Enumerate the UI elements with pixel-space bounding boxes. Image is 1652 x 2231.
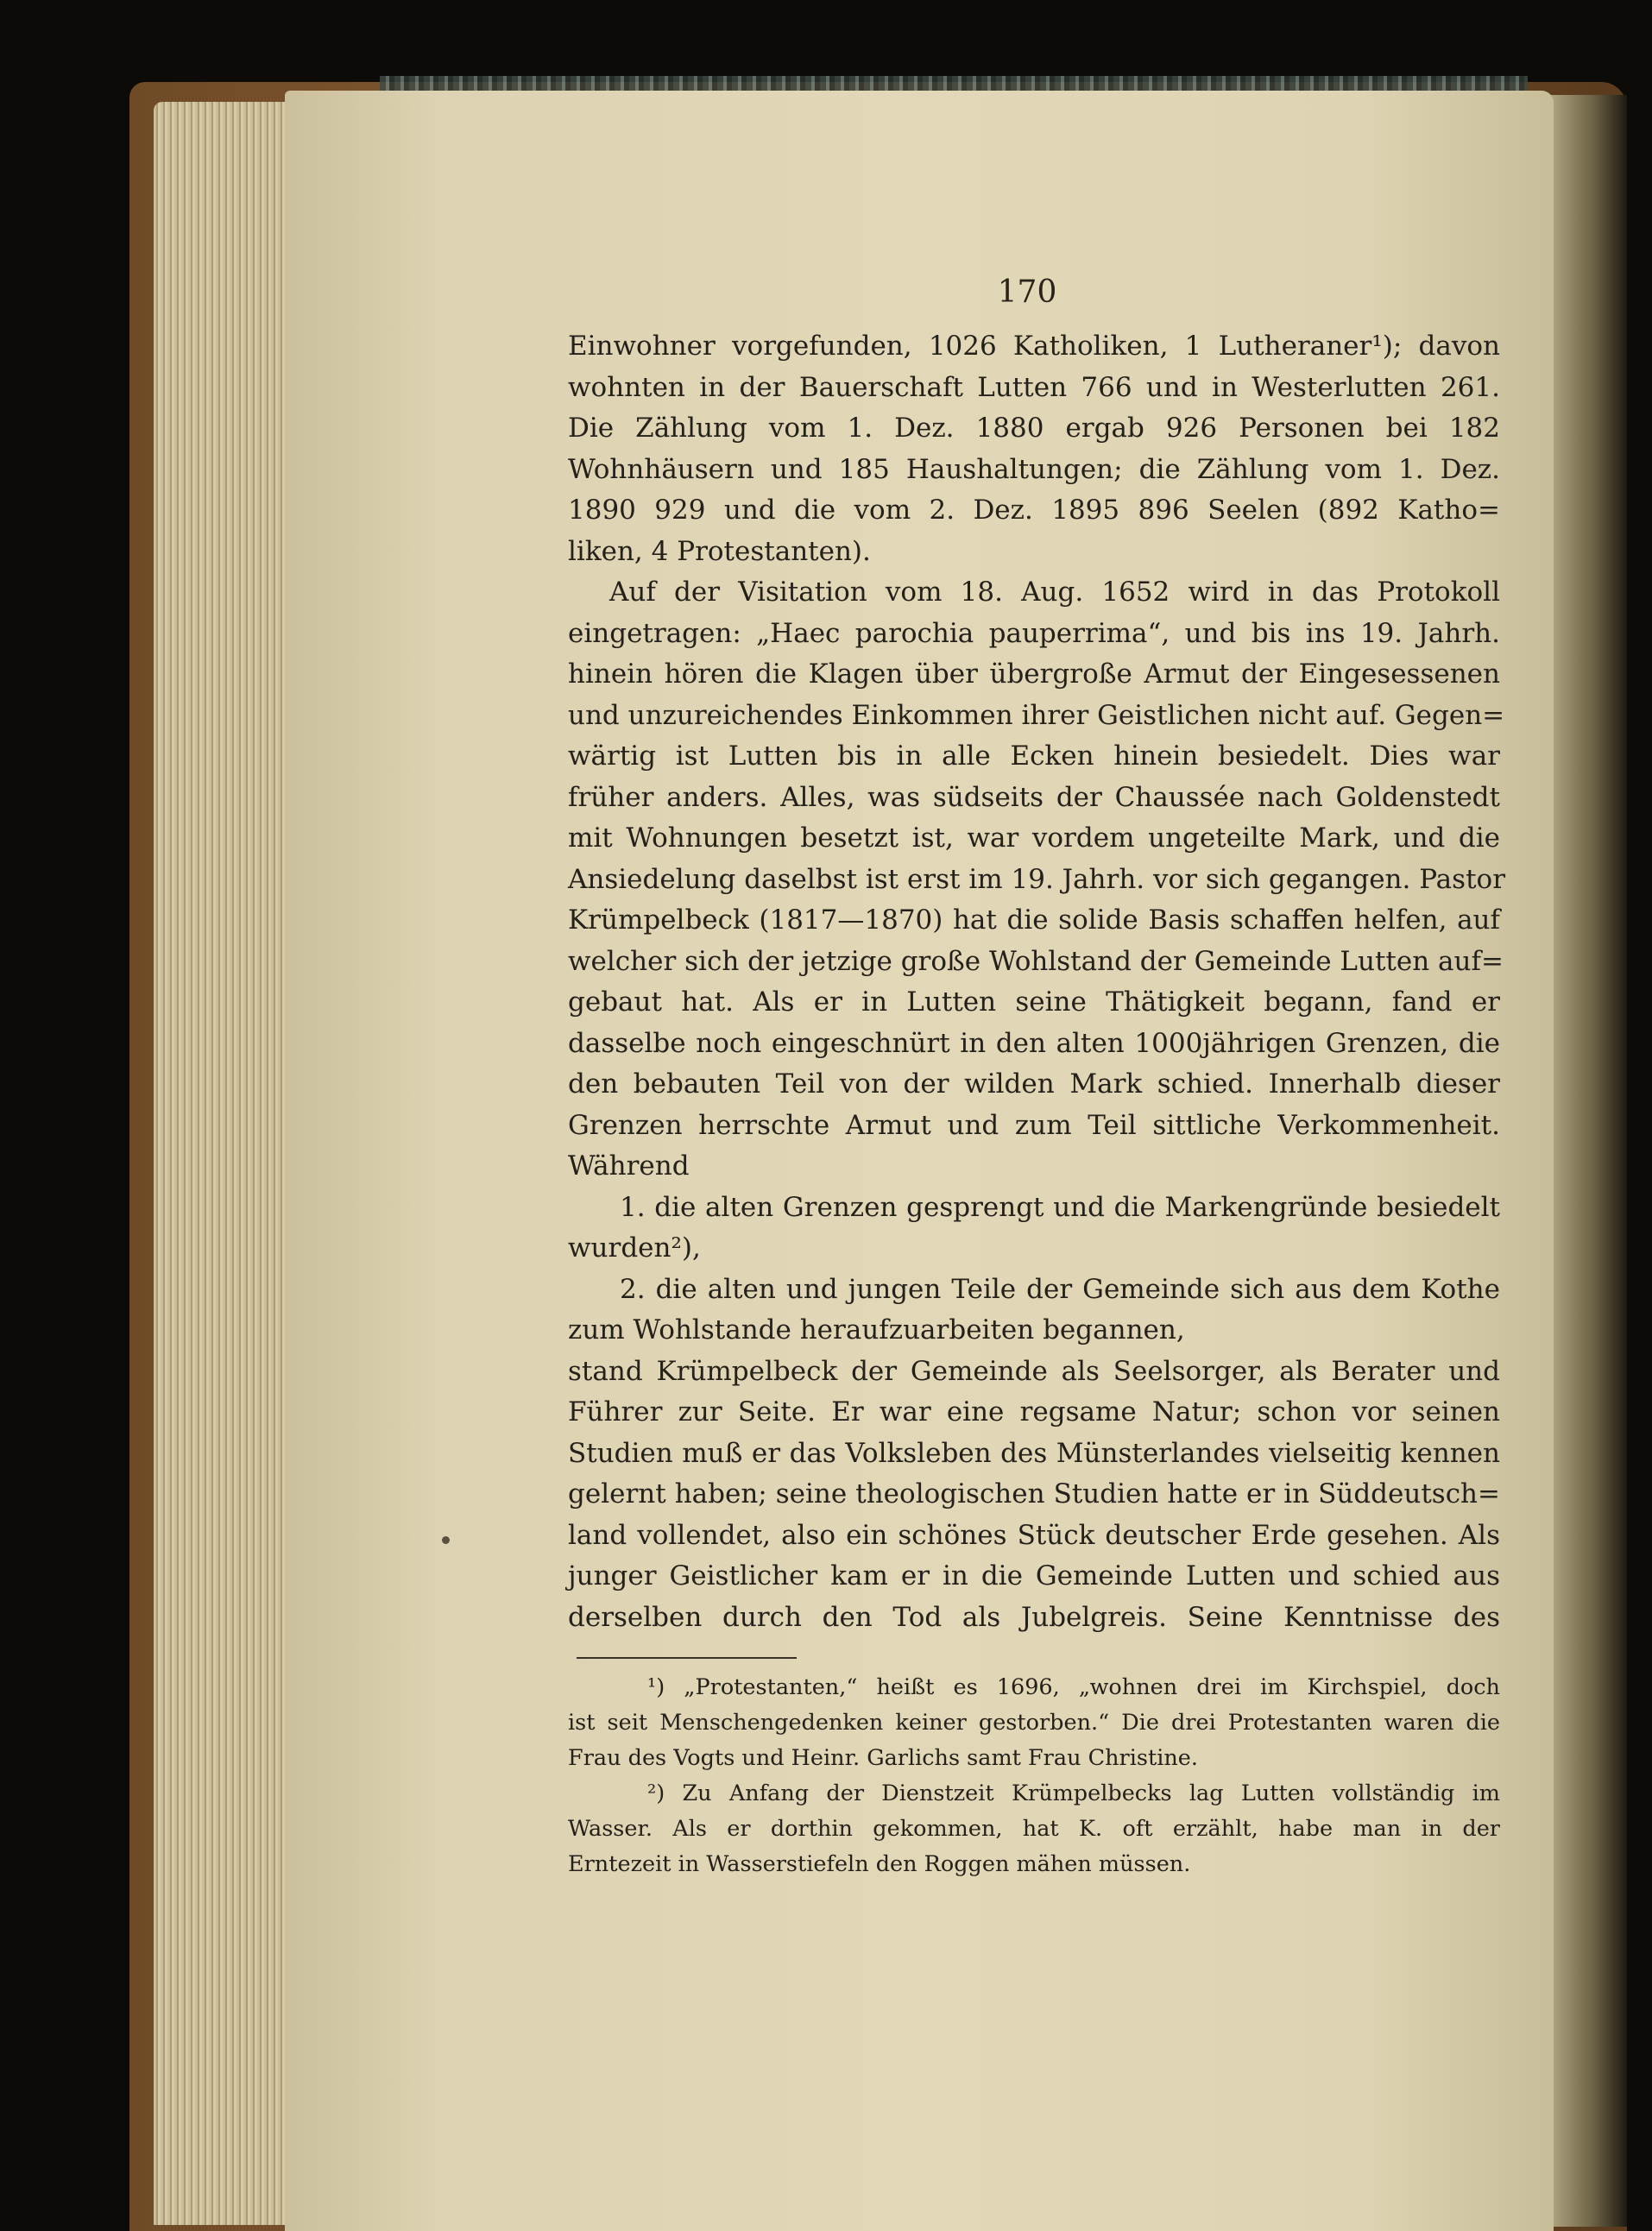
text-line: Krümpelbeck (1817—1870) hat die solide Basis schaffen helfen, auf: [568, 904, 1500, 936]
text-line: gebaut hat. Als er in Lutten seine Thätigkeit begann, fand er: [568, 986, 1500, 1018]
text-line: welcher sich der jetzige große Wohlstand der Gemeinde Lutten auf=: [568, 945, 1504, 977]
text-line: Während: [568, 1150, 690, 1182]
text-line: Einwohner vorgefunden, 1026 Katholiken, 1 Lutheraner¹); davon: [568, 331, 1500, 362]
footnote-line: ¹) „Protestanten,“ heißt es 1696, „wohnen drei im Kirchspiel, doch: [647, 1674, 1500, 1700]
list-item: 2. die alten und jungen Teile der Gemeinde sich aus dem Kothe: [620, 1273, 1500, 1305]
text-line: dasselbe noch eingeschnürt in den alten 1000jährigen Grenzen, die: [568, 1027, 1500, 1059]
text-line: stand Krümpelbeck der Gemeinde als Seelsorger, als Berater und: [568, 1355, 1500, 1387]
text-line: hinein hören die Klagen über übergroße Armut der Eingesessenen: [568, 659, 1500, 690]
footnote-line: ist seit Menschengedenken keiner gestorben.“ Die drei Protestanten waren die: [568, 1710, 1500, 1736]
footnote-line: ²) Zu Anfang der Dienstzeit Krümpelbecks lag Lutten vollständig im: [647, 1780, 1500, 1806]
text-line: wärtig ist Lutten bis in alle Ecken hinein besiedelt. Dies war: [568, 741, 1500, 772]
text-line: wurden²),: [568, 1232, 701, 1264]
footnote-line: Wasser. Als er dorthin gekommen, hat K. oft erzählt, habe man in der: [568, 1816, 1500, 1842]
text-line: Wohnhäusern und 185 Haushaltungen; die Zählung vom 1. Dez.: [568, 453, 1500, 485]
text-line: gelernt haben; seine theologischen Studien hatte er in Süddeutsch=: [568, 1478, 1500, 1509]
text-line: den bebauten Teil von der wilden Mark schied. Innerhalb dieser: [568, 1068, 1500, 1100]
list-item: 1. die alten Grenzen gesprengt und die Markengründe besiedelt: [620, 1191, 1500, 1223]
text-line: Die Zählung vom 1. Dez. 1880 ergab 926 Personen bei 182: [568, 413, 1500, 444]
text-line: Studien muß er das Volksleben des Münsterlandes vielseitig kennen: [568, 1437, 1500, 1469]
gutter-shadow: [1541, 95, 1627, 2227]
text-line: derselben durch den Tod als Jubelgreis. Seine Kenntnisse des: [568, 1601, 1500, 1633]
text-line: wohnten in der Bauerschaft Lutten 766 und in Westerlutten 261.: [568, 371, 1500, 403]
page-number: 170: [997, 274, 1057, 310]
footnote-divider: [577, 1657, 797, 1659]
body-text: [568, 326, 1506, 1638]
text-line: land vollendet, also ein schönes Stück deutscher Erde gesehen. Als: [568, 1519, 1500, 1551]
text-line: junger Geistlicher kam er in die Gemeinde Lutten und schied aus: [568, 1560, 1500, 1591]
text-line: früher anders. Alles, was südseits der Chaussée nach Goldenstedt: [568, 781, 1500, 813]
text-line: zum Wohlstande heraufzuarbeiten begannen,: [568, 1314, 1185, 1346]
paper-speck: [442, 1536, 450, 1544]
footnote-line: Erntezeit in Wasserstiefeln den Roggen mähen müssen.: [568, 1851, 1191, 1877]
text-line: und unzureichendes Einkommen ihrer Geistlichen nicht auf. Gegen=: [568, 699, 1505, 731]
text-line: Auf der Visitation vom 18. Aug. 1652 wird in das Protokoll: [609, 577, 1500, 608]
text-line: Grenzen herrschte Armut und zum Teil sittliche Verkommenheit.: [568, 1109, 1500, 1141]
text-line: Führer zur Seite. Er war eine regsame Natur; schon vor seinen: [568, 1396, 1500, 1427]
text-line: Ansiedelung daselbst ist erst im 19. Jahrh. vor sich gegangen. Pastor: [568, 863, 1506, 895]
page-edges: [154, 102, 292, 2225]
text-line: 1890 929 und die vom 2. Dez. 1895 896 Seelen (892 Katho=: [568, 495, 1500, 526]
text-line: liken, 4 Protestanten).: [568, 535, 871, 567]
footnotes: [568, 1670, 1500, 1882]
footnote-line: Frau des Vogts und Heinr. Garlichs samt Frau Christine.: [568, 1745, 1198, 1771]
text-line: mit Wohnungen besetzt ist, war vordem ungeteilte Mark, und die: [568, 822, 1500, 854]
text-line: eingetragen: „Haec parochia pauperrima“, und bis ins 19. Jahrh.: [568, 617, 1500, 649]
